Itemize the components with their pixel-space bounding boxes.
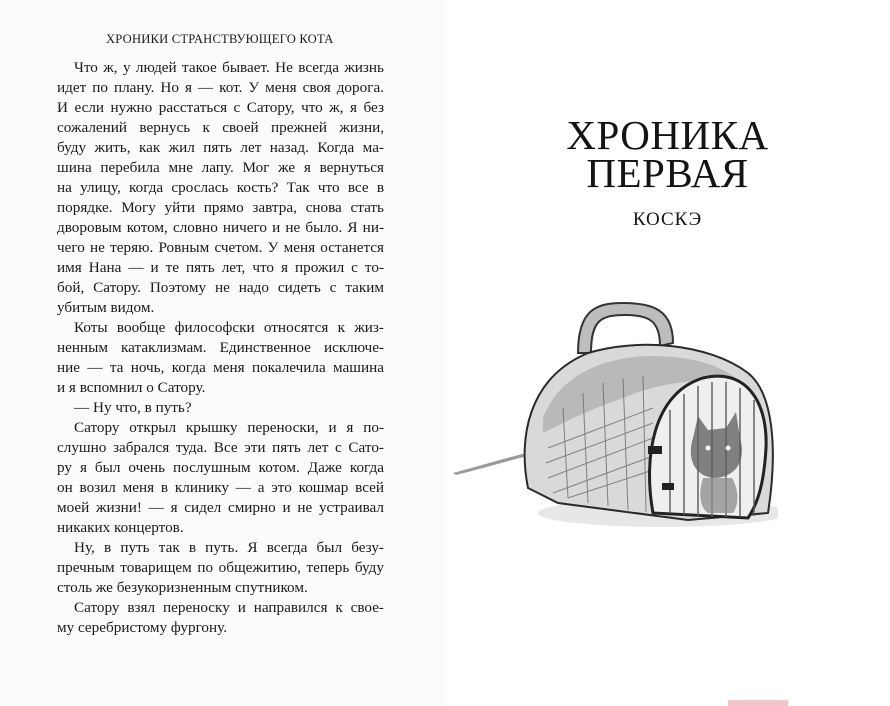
text-line: ние — та ночь, когда меня покалечила машина — [57, 359, 384, 376]
text-line: Что ж, у людей такое бывает. Не всегда жизнь — [74, 59, 384, 76]
text-line: идет по плану. Но я — кот. У меня своя дорога. — [57, 79, 384, 96]
text-line: дворовым котом, словно ничего и не было. Я ни- — [57, 219, 384, 236]
text-line: Коты вообще философски относятся к жиз- — [74, 319, 384, 336]
text-line: и я вспомнил о Сатору. — [57, 379, 206, 396]
text-line: моей жизни! — я сидел смирно и не устраивал — [57, 499, 384, 516]
text-line: И если нужно расстаться с Сатору, что ж, я без — [57, 99, 384, 116]
text-line: столь же безукоризненным спутником. — [57, 579, 308, 596]
cat-in-carrier-icon — [448, 298, 778, 538]
text-line: Сатору взял переноску и направился к свое- — [74, 599, 384, 616]
chapter-title-line1: ХРОНИКА — [566, 112, 769, 158]
text-line: никаких концертов. — [57, 519, 184, 536]
text-line: шина перебила мне лапу. Мог же я вернуться — [57, 159, 384, 176]
text-line: бой, Сатору. Поэтому не надо сидеть с таким — [57, 279, 384, 296]
text-line: Сатору открыл крышку переноски, и я по- — [74, 419, 384, 436]
text-line: буду жить, как жил пять лет назад. Когда ма- — [57, 139, 384, 156]
text-line: чего не теряю. Ровным счетом. У меня останется — [57, 239, 384, 256]
text-line: убитым видом. — [57, 299, 155, 316]
chapter-subtitle: КОСКЭ — [632, 209, 703, 230]
running-head: ХРОНИКИ СТРАНСТВУЮЩЕГО КОТА — [106, 32, 334, 46]
text-line: имя Нана — и те пять лет, что я прожил с то- — [57, 259, 384, 276]
text-line: ненным катаклизмам. Единственное исключе- — [57, 339, 384, 356]
page-edge-mark — [728, 700, 788, 706]
text-line: на улицу, когда срослась кость? Так что все в — [57, 179, 384, 196]
text-line: ру я был очень послушным котом. Даже когда — [57, 459, 384, 476]
text-line: — Ну что, в путь? — [74, 399, 192, 416]
text-line: порядке. Могу уйти прямо завтра, снова стать — [57, 199, 384, 216]
chapter-title-line2: ПЕРВАЯ — [586, 150, 749, 196]
text-line: пречным товарищем по общежитию, теперь буду — [57, 559, 384, 576]
text-line: он возил меня в клинику — а это кошмар всей — [57, 479, 384, 496]
text-line: Ну, в путь так в путь. Я всегда был безу- — [74, 539, 384, 556]
text-line: му серебристому фургону. — [57, 619, 228, 636]
text-line: сожалений вернусь к своей прежней жизни, — [57, 119, 384, 136]
text-line: слушно забрался туда. Все эти пять лет с Сато- — [57, 439, 384, 456]
